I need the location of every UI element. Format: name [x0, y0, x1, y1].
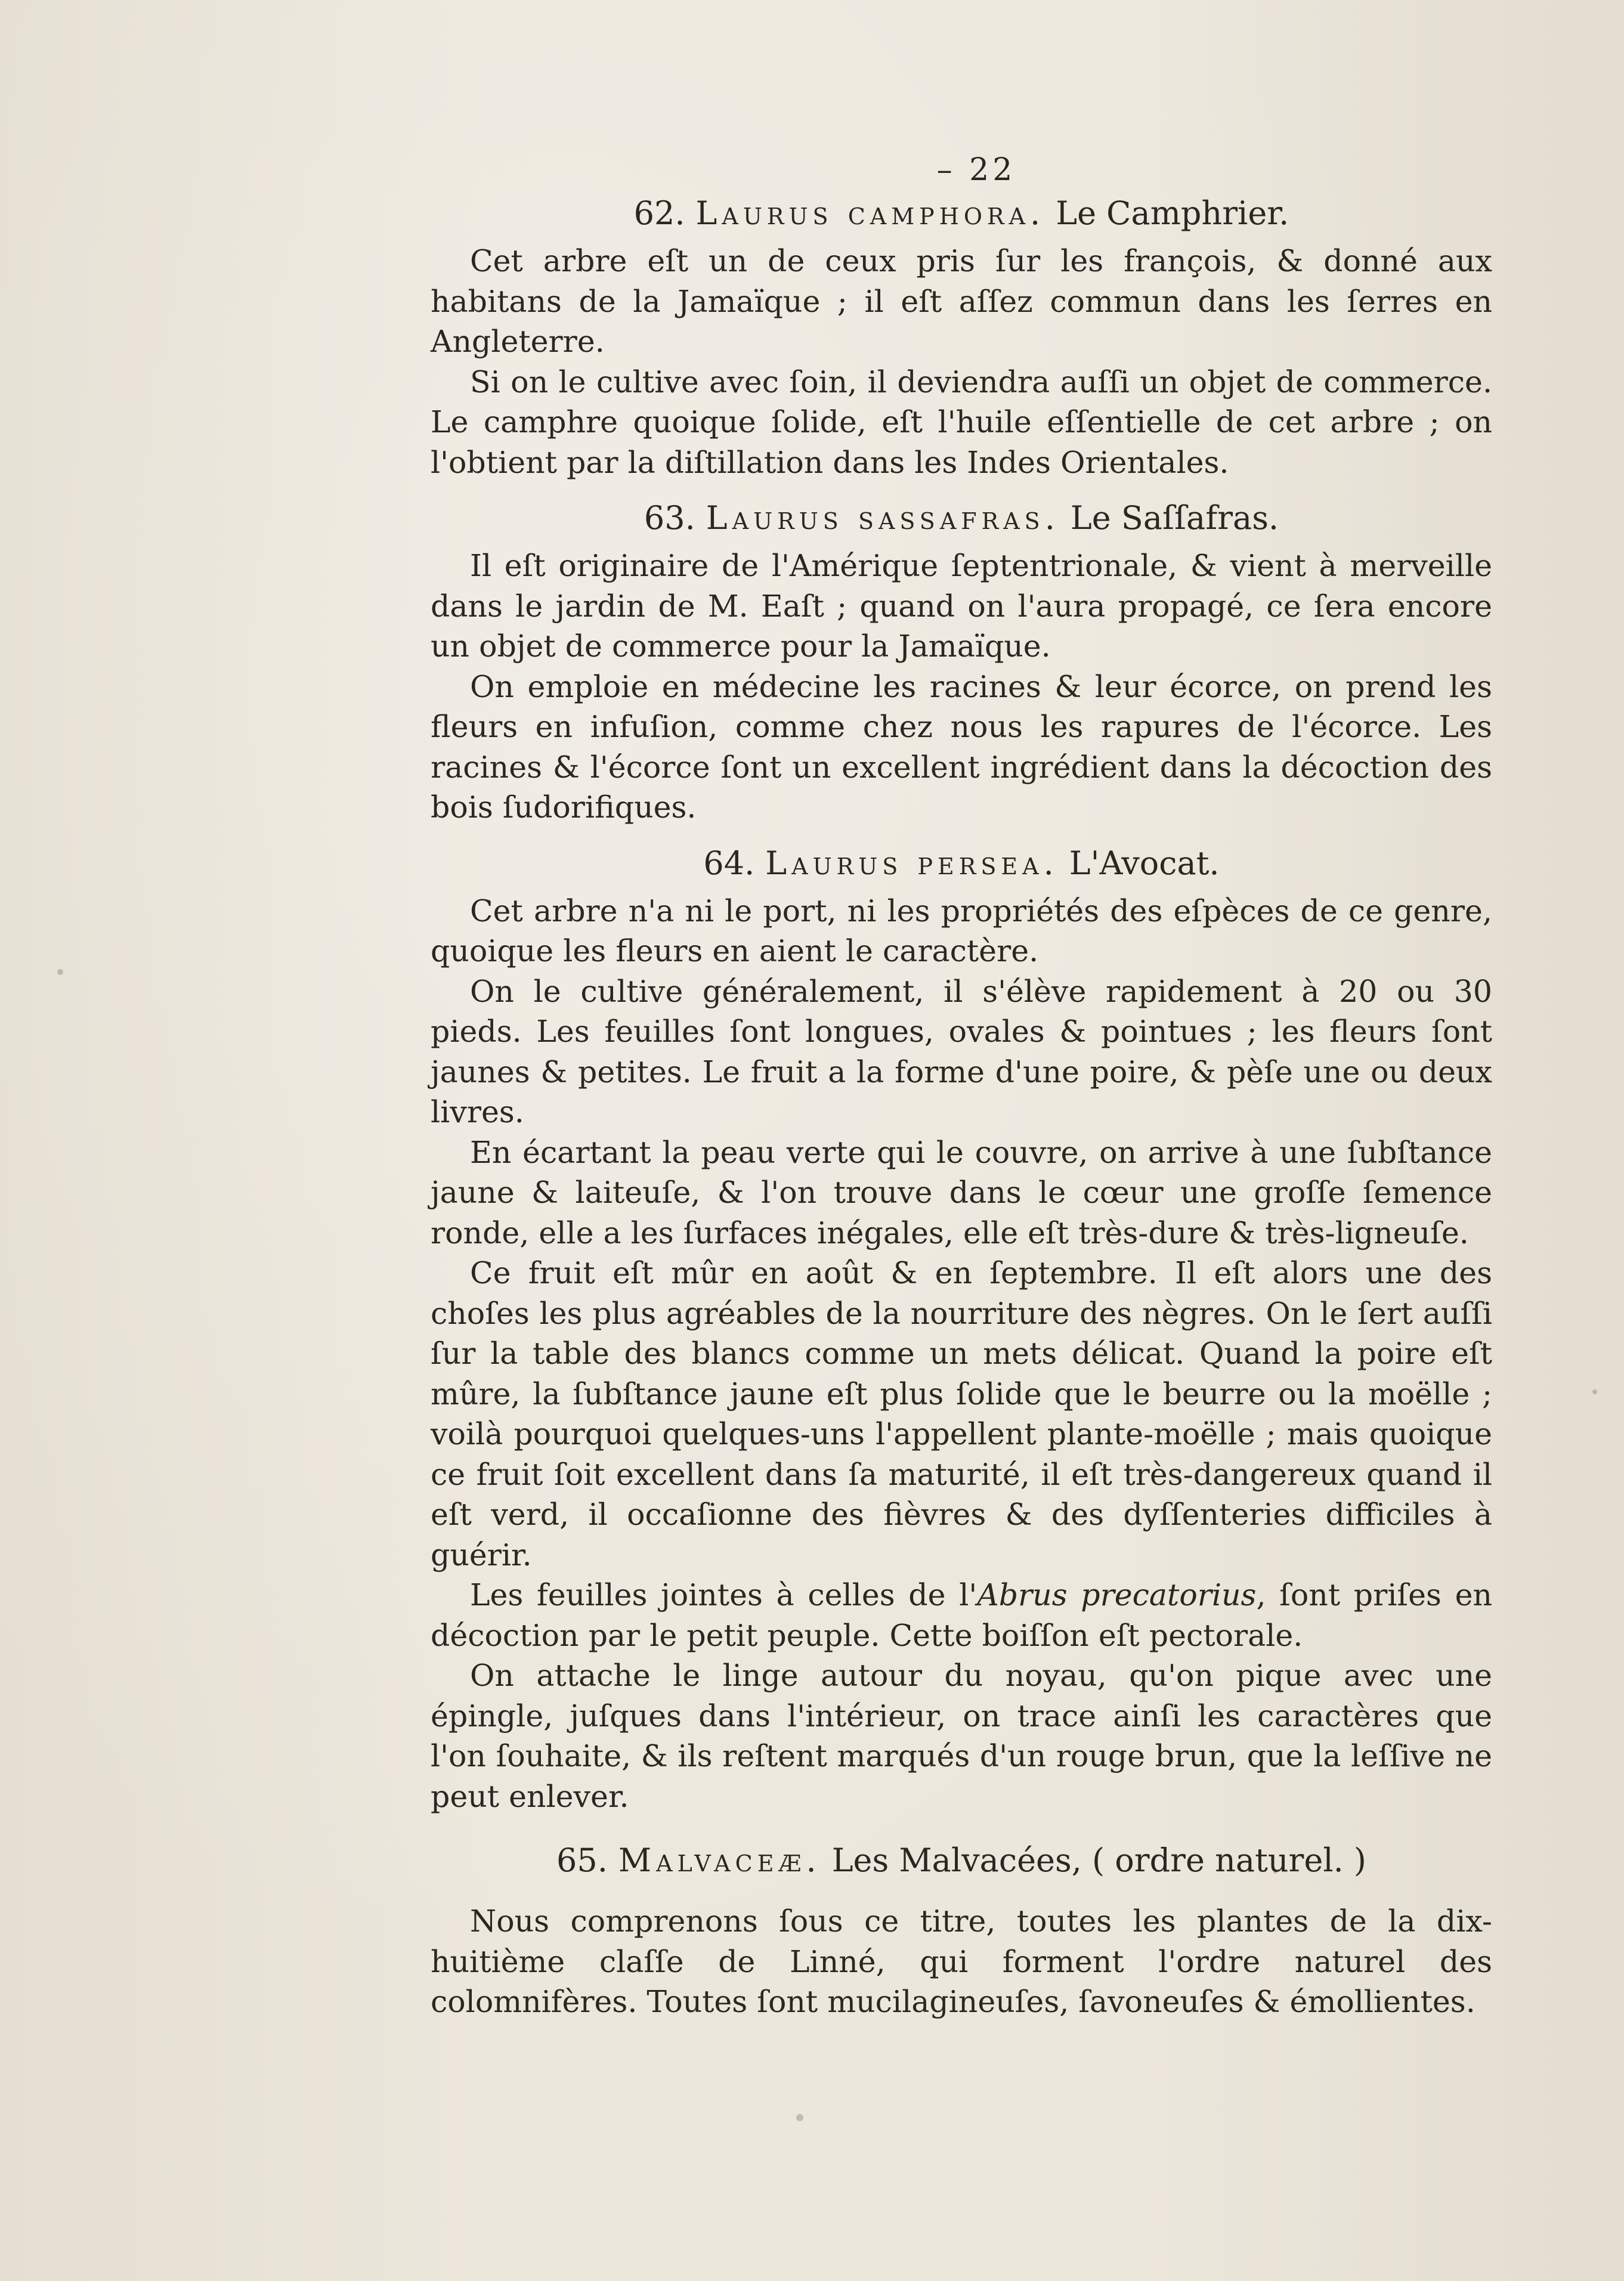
entry-number: 63. [644, 499, 695, 537]
foxing-spot [57, 969, 63, 975]
entry-heading [431, 841, 1492, 886]
entry-64 [431, 841, 1492, 1817]
paragraph: Il eſt originaire de l'Amérique ſeptentrionale, & vient à merveille dans le jardin de M. Eaſt ; quand on l'aura propagé, ce ſera encore un objet de commerce pour la Jamaïque. [431, 548, 1492, 664]
latin-name: Laurus camphora. [695, 194, 1045, 232]
paragraph: Ce fruit eſt mûr en août & en ſeptembre. Il eſt alors une des choſes les plus agréables de la nourriture des nègres. On le ſert auſſi ſur la table des blancs comme un mets délicat. Quand la poire eſt mûre, la ſubſtance jaune eſt plus ſolide que le beurre ou la moëlle ; voilà pourquoi quelques-uns l'appellent plante-moëlle ; mais quoique ce fruit ſoit excellent dans ſa maturité, il eſt très-dangereux quand il eſt verd, il occaſionne des fièvres & des dyſſenteries difficiles à guérir. [431, 1255, 1492, 1573]
entry-heading [431, 496, 1492, 541]
foxing-spot [796, 2114, 803, 2121]
common-name: L'Avocat. [1069, 844, 1220, 882]
paragraph: En écartant la peau verte qui le couvre, on arrive à une ſubſtance jaune & laiteuſe, & l'on trouve dans le cœur une groſſe ſemence ronde, elle a les ſurfaces inégales, elle eſt très-dure & très-ligneuſe. [431, 1134, 1492, 1251]
text-run: , ſont priſes en décoction par le petit peuple. Cette boiſſon eſt pectorale. [431, 1577, 1492, 1653]
entry-63 [431, 496, 1492, 828]
paragraph: On attache le linge autour du noyau, qu'on pique avec une épingle, juſques dans l'intérieur, on trace ainſi les caractères que l'on ſouhaite, & ils reſtent marqués d'un rouge brun, que la leſſive ne peut enlever. [431, 1658, 1492, 1814]
common-name: Le Camphrier. [1056, 194, 1289, 232]
foxing-spot [1592, 1389, 1597, 1394]
paragraph-abrus [431, 1575, 1492, 1655]
latin-name: Laurus sassafras. [706, 499, 1060, 537]
latin-name: Laurus persea. [765, 844, 1059, 882]
latin-name: Malvaceæ. [618, 1841, 821, 1879]
paragraph: Si on le cultive avec ſoin, il deviendra auſſi un objet de commerce. Le camphre quoique ſolide, eſt l'huile eſſentielle de cet arbre ; on l'obtient par la diſtillation dans les Indes Orientales. [431, 364, 1492, 480]
paragraph: Cet arbre n'a ni le port, ni les propriétés des eſpèces de ce genre, quoique les fleurs en aient le caractère. [431, 893, 1492, 968]
common-name: Les Malvacées, ( ordre naturel. ) [831, 1841, 1366, 1879]
italic-species-name: Abrus precatorius [977, 1577, 1257, 1613]
entry-heading [431, 1838, 1492, 1883]
paragraph: On le cultive généralement, il s'élève rapidement à 20 ou 30 pieds. Les feuilles ſont longues, ovales & pointues ; les fleurs ſont jaunes & petites. Le fruit a la forme d'une poire, & pèſe une ou deux livres. [431, 973, 1492, 1129]
folio-number: 22 [969, 152, 1016, 188]
entry-62 [431, 191, 1492, 482]
page-number [460, 149, 1492, 191]
paragraph: Cet arbre eſt un de ceux pris ſur les françois, & donné aux habitans de la Jamaïque ; il eſt aſſez commun dans les ſerres en Angleterre. [431, 243, 1492, 359]
common-name: Le Saſſafras. [1070, 499, 1279, 537]
entry-heading [431, 191, 1492, 236]
paragraph: Nous comprenons ſous ce titre, toutes les plantes de la dix-huitième claſſe de Linné, qui forment l'ordre naturel des colomnifères. Toutes ſont mucilagineuſes, ſavoneuſes & émollientes. [431, 1904, 1492, 2019]
entry-number: 65. [556, 1841, 608, 1879]
entry-number: 64. [703, 844, 755, 882]
paragraph: On emploie en médecine les racines & leur écorce, on prend les fleurs en infuſion, comme chez nous les rapures de l'écorce. Les racines & l'écorce ſont un excellent ingrédient dans la décoction des bois ſudorifiques. [431, 668, 1492, 825]
text-run: Les feuilles jointes à celles de l' [470, 1577, 978, 1613]
page-text [431, 149, 1492, 2022]
folio-dash: – [936, 152, 970, 188]
entry-65 [431, 1838, 1492, 2022]
entry-number: 62. [633, 194, 685, 232]
